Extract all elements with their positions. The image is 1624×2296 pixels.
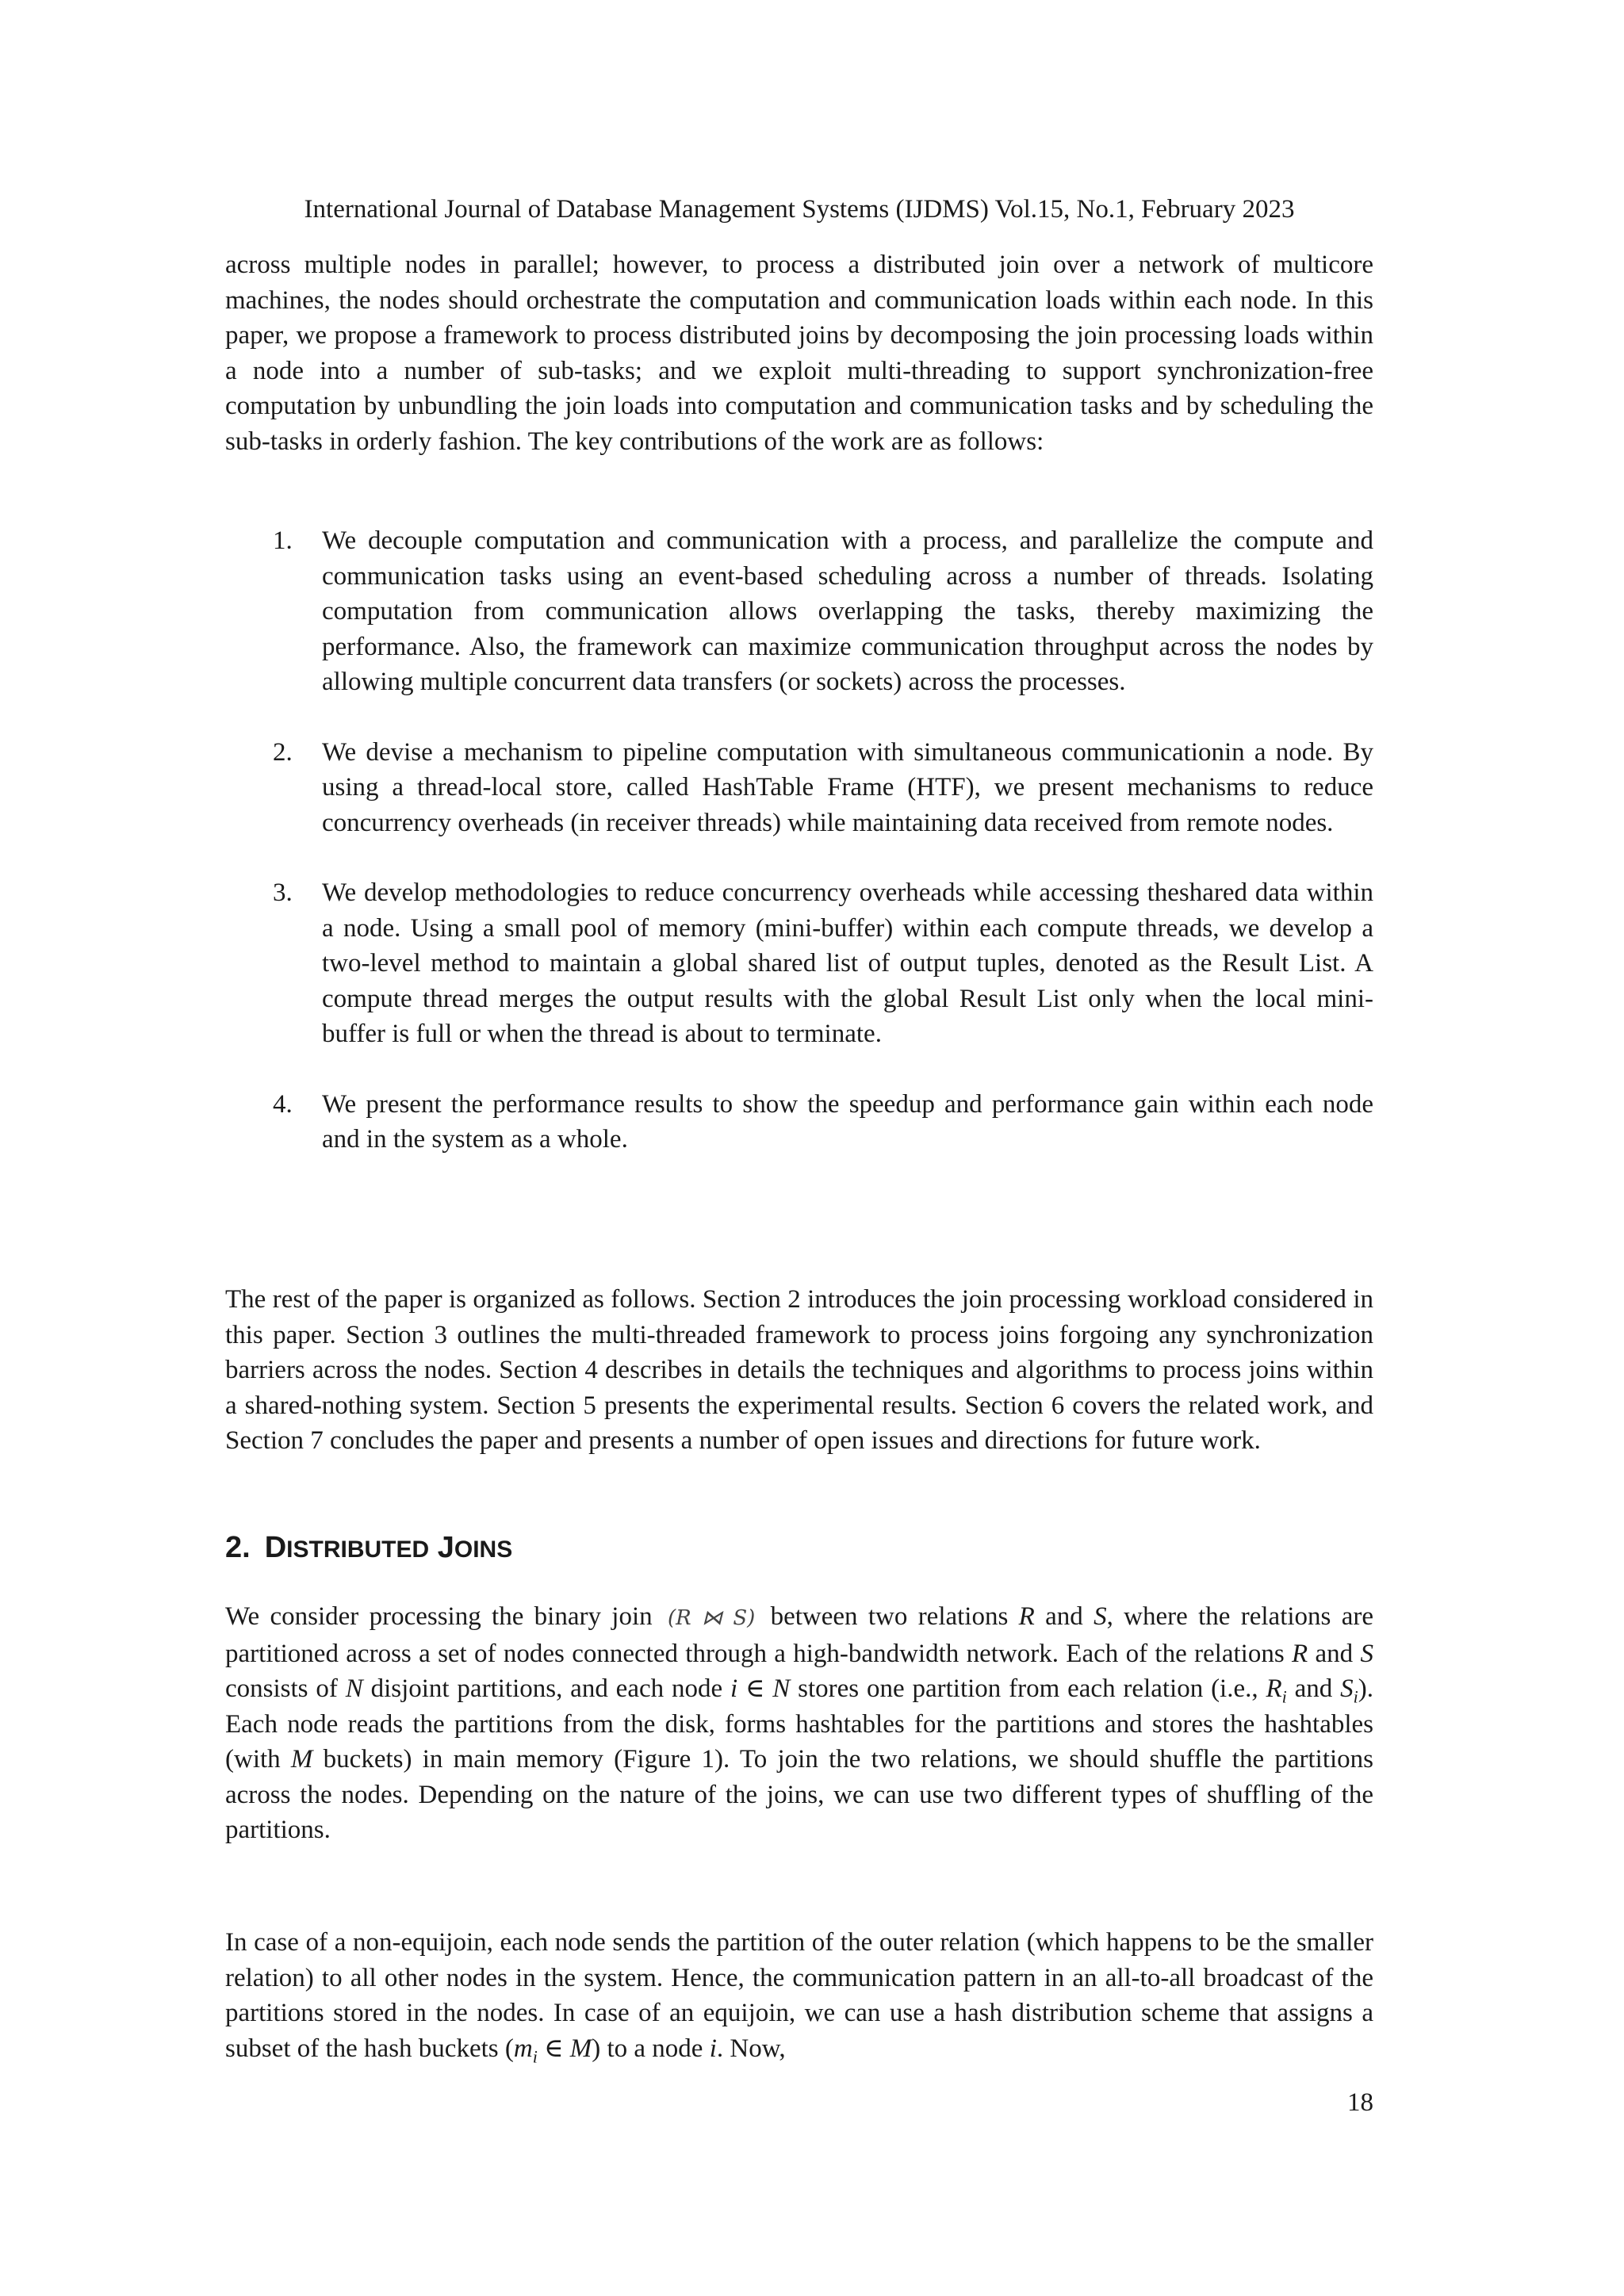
text-run: We consider processing the binary join [225, 1602, 663, 1631]
intro-paragraph: across multiple nodes in parallel; however, to process a distributed join over a network of multicore machines, the nodes should orchestrate the computation and communication loads within each node. In this paper, we propose a framework to process distributed joins by decomposing the join processing loads within a node into a number of sub-tasks; and we exploit multi-threading to support synchronization-free computation by unbundling the join loads into computation and communication tasks and by scheduling the sub-tasks in orderly fashion. The key contributions of the work are as follows: [225, 251, 1373, 456]
contribution-number: 1. [273, 526, 293, 555]
journal-header: International Journal of Database Management Systems (IJDMS) Vol.15, No.1, February 2023 [304, 195, 1295, 224]
text-run: and [1034, 1602, 1094, 1631]
math-var: M [569, 2034, 592, 2063]
section-number: 2. [225, 1531, 251, 1564]
math-var: R [1266, 1674, 1282, 1703]
math-subscript: i [1281, 1686, 1287, 1707]
math-var: S [1360, 1639, 1373, 1668]
outline-paragraph: The rest of the paper is organized as follows. Section 2 introduces the join processing workload considered in this paper. Section 3 outlines the multi-threaded framework to process joins forgoing any synchronization barriers across the nodes. Section 4 describes in details the techniques and algorithms to process joins within a shared-nothing system. Section 5 presents the experimental results. Section 6 covers the related work, and Section 7 concludes the paper and presents a number of open issues and directions for future work. [225, 1285, 1373, 1455]
contribution-text: We decouple computation and communication with a process, and parallelize the compute and communication tasks using an event-based scheduling across a number of threads. Isolating computation from communication allows overlapping the tasks, thereby maximizing the performance. Also, the framework can maximize communication throughput across the nodes by allowing multiple concurrent data transfers (or sockets) across the processes. [322, 526, 1373, 696]
math-var: S [1094, 1602, 1107, 1631]
contribution-item [225, 1087, 1373, 1158]
math-var: S [1340, 1674, 1354, 1703]
text-run: buckets) in main memory (Figure 1). To join the two relations, we should shuffle the partitions across the nodes. Depending on the nature of the joins, we can use two different types of shuffling of the partitions. [225, 1745, 1374, 1844]
contribution-number: 3. [273, 878, 293, 907]
contribution-item [225, 875, 1373, 1052]
page-number: 18 [1347, 2088, 1373, 2117]
text-run: stores one partition from each relation (i.e., [790, 1674, 1266, 1703]
section2-paragraph-1 [225, 1599, 1373, 1848]
text-run: . Now, [716, 2034, 786, 2063]
contributions-list [225, 523, 1373, 1192]
text-run: ) to a node [592, 2034, 710, 2063]
section-title-initial: D [264, 1531, 287, 1564]
section-title-rest: OINS [454, 1536, 513, 1563]
text-run: ). Each node reads the partitions from the disk, forms hashtables for the partitions and stores the hashtables (with [225, 1674, 1373, 1774]
contribution-text: We devise a mechanism to pipeline computation with simultaneous communicationin a node. By using a thread-local store, called HashTable Frame (HTF), we present mechanisms to reduce concurrency overheads (in receiver threads) while maintaining data received from remote nodes. [322, 737, 1373, 837]
section-heading [225, 1528, 512, 1570]
contribution-number: 4. [273, 1089, 293, 1119]
text-run: ∈ [537, 2034, 570, 2063]
text-run: In case of a non-equijoin, each node sends the partition of the outer relation (which happens to be the smaller relation) to all other nodes in the system. Hence, the communication pattern in an all-to-all broadcast of the partitions stored in the nodes. In case of an equijoin, we can use a hash distribution scheme that assigns a subset of the hash buckets ( [225, 1928, 1373, 2063]
math-var: N [345, 1674, 363, 1703]
section-title-initial: J [437, 1531, 454, 1564]
math-var: M [290, 1745, 313, 1774]
text-run: and [1286, 1674, 1341, 1703]
contribution-item [225, 523, 1373, 700]
math-var: i [730, 1674, 738, 1703]
text-run: consists of [225, 1674, 346, 1703]
math-var: i [709, 2034, 717, 2063]
math-var: R [1018, 1602, 1035, 1631]
text-run: disjoint partitions, and each node [362, 1674, 730, 1703]
contribution-number: 2. [273, 737, 293, 767]
text-run: and [1308, 1639, 1361, 1668]
section-title-rest: ISTRIBUTED [286, 1536, 430, 1563]
text-run: ∈ [737, 1674, 773, 1703]
text-run: , where the relations are partitioned across a set of nodes connected through a high-bandwidth network. Each of the relations [225, 1602, 1373, 1668]
contribution-text: We develop methodologies to reduce concurrency overheads while accessing theshared data within a node. Using a small pool of memory (mini-buffer) within each compute threads, we develop a two-level method to maintain a global shared list of output tuples, denoted as the Result List. A compute thread merges the output results with the global Result List only when the local mini-buffer is full or when the thread is about to terminate. [322, 878, 1373, 1048]
math-var: m [513, 2034, 533, 2063]
math-subscript: i [532, 2046, 538, 2067]
math-var: N [772, 1674, 791, 1703]
contribution-text: We present the performance results to show the speedup and performance gain within each node and in the system as a whole. [322, 1089, 1373, 1154]
join-formula: (R ⋈ S) [667, 1606, 756, 1630]
contribution-item [225, 735, 1373, 841]
math-subscript: i [1353, 1686, 1358, 1707]
math-var: R [1292, 1639, 1308, 1668]
text-run: between two relations [760, 1602, 1019, 1631]
section2-paragraph-2 [225, 1925, 1373, 2066]
